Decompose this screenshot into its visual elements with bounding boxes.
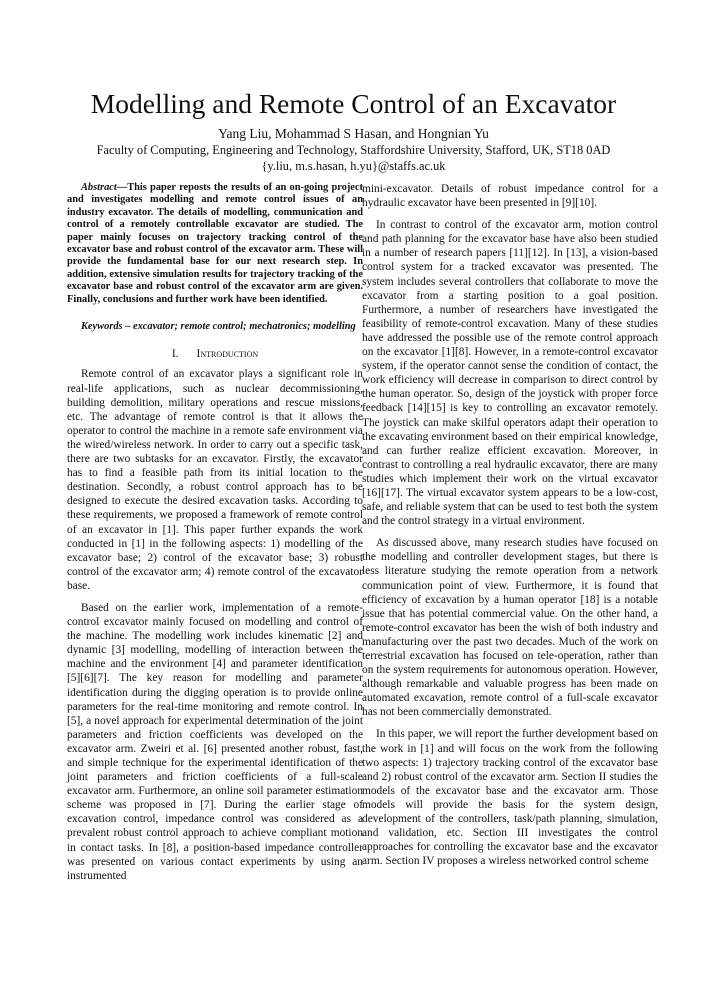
left-paragraph-1: Remote control of an excavator plays a significant role in real-life applications, such as nuclear decommissioning, building demolition, military operations and rescue missions, etc. The advantage of remote control is that it allows the operator to control the machine in a remote safe environment via the wired/wireless network. In order to carry out a specific task, there are two subtasks for an excavator. Firstly, the excavator has to find a feasible path from its initial location to the destination. Secondly, a robust control approach has to be designed to execute the desired excavation tasks. According to these requirements, we proposed a framework of remote control of an excavator in [1]. This paper further expands the work conducted in [1] in the following aspects: 1) modelling of the excavator base; 2) control of the excavator base; 3) robust control of the excavator arm; 4) remote control of the excavator base. xyxy=(67,368,363,592)
affiliation-line: Faculty of Computing, Engineering and Technology, Staffordshire University, Stafford, UK, ST18 0AD xyxy=(96,143,611,157)
section-title: Introduction xyxy=(196,348,259,361)
abstract xyxy=(67,182,363,306)
left-paragraph-2: Based on the earlier work, implementation of a remote-control excavator mainly focused on modelling and control of the machine. The modelling work includes kinematic [2] and dynamic [3] modelling, modelling of interaction between the machine and the environment [4] and parameter identification [5][6][7]. The key reason for modelling and parameter identification during the digging operation is to provide online parameters for the real-time monitoring and remote control. In [5], a novel approach for experimental determination of the joint parameters and friction coefficients was developed on the excavator arm. Zweiri et al. [6] presented another robust, fast, and simple technique for the experimental identification of the joint parameters and friction coefficients of a full-scale excavator arm. Furthermore, an online soil parameter estimation scheme was proposed in [7]. During the earlier stage of excavation control, impedance control was considered as a prevalent robust control approach to achieve compliant motion in contact tasks. In [8], a position-based impedance controller was presented on various contact experiments by using an instrumented xyxy=(67,601,363,882)
affiliation-block xyxy=(0,142,707,174)
section-heading-introduction xyxy=(67,347,363,361)
abstract-lead: Abstract xyxy=(81,182,117,193)
author-list: Yang Liu, Mohammad S Hasan, and Hongnian Yu xyxy=(218,126,489,141)
right-paragraph-2: In contrast to control of the excavator arm, motion control and path planning for the excavator base have also been studied in a number of research papers [11][12]. In [13], a vision-based control system for a tracked excavator was presented. The system includes several controllers that collaborate to move the excavator from a starting position to a goal position. Furthermore, a number of researchers have investigated the feasibility of remote-control excavation. Many of these studies have addressed the possible use of the remote control approach on the excavator [1][8]. However, in a remote-control excavator system, if the operator cannot sense the condition of contact, the work efficiency will decrease in comparison to direct control by the human operator. So, design of the joystick with proper force feedback [14][15] is key to controlling an excavator remotely. The joystick can make skilful operators adapt their operation to the excavating environment based on their empirical knowledge, and can further realize efficient excavation. Moreover, in contrast to controlling a real hydraulic excavator, there are many studies which implement their work on the virtual excavator [16][17]. The virtual excavator system appears to be a low-cost, safe, and reliable system that can be used to test both the system and the control strategy in a virtual environment. xyxy=(362,219,658,528)
paper-title: Modelling and Remote Control of an Excavator xyxy=(90,88,617,119)
right-column xyxy=(362,182,658,868)
keywords: Keywords – excavator; remote control; mechatronics; modelling xyxy=(81,321,356,333)
right-paragraph-1: mini-excavator. Details of robust impedance control for a hydraulic excavator have been presented in [9][10]. xyxy=(362,183,658,210)
email-line: {y.liu, m.s.hasan, h.yu}@staffs.ac.uk xyxy=(261,159,446,173)
right-paragraph-4: In this paper, we will report the further development based on the work in [1] and will focus on the work from the following two aspects: 1) trajectory tracking control of the excavator base and 2) robust control of the excavator arm. Section II studies the models of the excavator base and the excavator arm. Those models will provide the basis for the system design, development of the controllers, task/path planning, simulation, and validation, etc. Section III investigates the control approaches for controlling the excavator base and the excavator arm. Section IV proposes a wireless networked control scheme xyxy=(362,728,658,868)
left-column xyxy=(67,182,363,883)
abstract-text: —This paper reposts the results of an on-going project and investigates modelling and remote control issues of an industry excavator. The details of modelling, communication and control of a remotely controllable excavator are studied. The paper mainly focuses on trajectory tracking control of the excavator base and robust control of the excavator arm. These will provide the fundamental base for our next research step. In addition, extensive simulation results for trajectory tracking of the excavator base and robust control of the excavator arm are given. Finally, conclusions and further work have been identified. xyxy=(67,182,363,305)
section-number: I. xyxy=(171,348,179,361)
right-paragraph-3: As discussed above, many research studies have focused on the modelling and controller development stages, but there is less literature studying the remote operation from a network communication point of view. Furthermore, it is found that efficiency of excavation by a human operator [18] is a notable issue that has potential commercial value. On the other hand, a remote-control excavator has been the wish of both industry and manufacturing over the past two decades. Much of the work on terrestrial excavation has focused on tele-operation, rather than on the system requirements for autonomous operation. However, although remarkable and valuable progress has been made on automated excavation, remote control of a full-scale excavator has not been commercially demonstrated. xyxy=(362,537,658,719)
